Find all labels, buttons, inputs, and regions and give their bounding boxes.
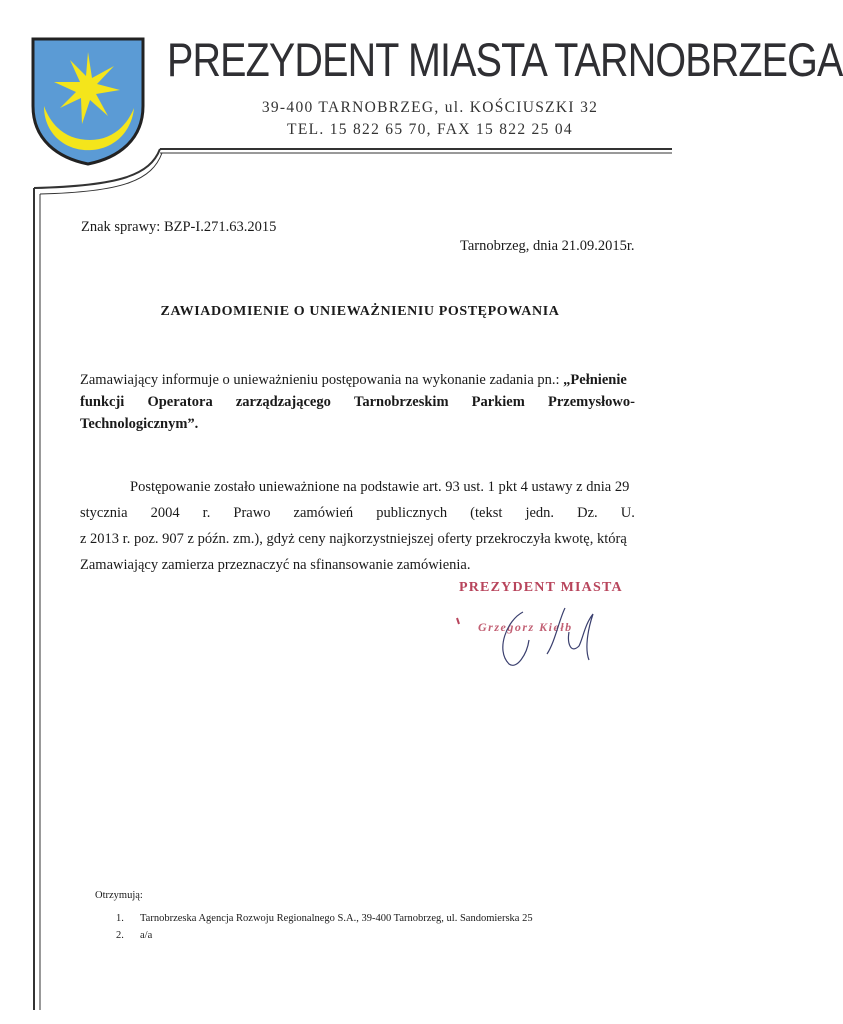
document-title: ZAWIADOMIENIE O UNIEWAŻNIENIU POSTĘPOWANIA <box>160 304 560 319</box>
announcement-intro: Zamawiający informuje o unieważnieniu postępowania na wykonanie zadania pn.: <box>80 372 560 388</box>
legal-word: U. <box>620 505 635 521</box>
letterhead-phone-fax: TEL. 15 822 65 70, FAX 15 822 25 04 <box>287 121 573 138</box>
paragraph-line <box>80 500 635 526</box>
legal-word: Prawo <box>233 505 271 521</box>
task-word: Tarnobrzeskim <box>354 394 449 410</box>
task-word: funkcji <box>80 394 125 410</box>
paragraph-line: Zamawiający zamierza przeznaczyć na sfinansowanie zamówienia. <box>80 557 471 573</box>
signature-stamp-name: Grzegorz Kiełb <box>478 620 573 634</box>
signature-stamp-title: PREZYDENT MIASTA <box>459 580 623 595</box>
legal-word: stycznia <box>80 505 128 521</box>
task-word: Operatora <box>147 394 213 410</box>
legal-word: Dz. <box>577 505 598 521</box>
handwritten-signature-icon <box>455 580 635 670</box>
legal-word: r. <box>202 505 211 521</box>
paragraph-line <box>80 369 635 391</box>
recipient-text: a/a <box>140 930 153 941</box>
letterhead-title: PREZYDENT MIASTA TARNOBRZEGA <box>167 33 843 86</box>
legal-word: zamówień <box>293 505 354 521</box>
task-word: Parkiem <box>471 394 525 410</box>
legal-word: jedn. <box>525 505 555 521</box>
paragraph-legal-basis <box>80 474 635 578</box>
case-number: Znak sprawy: BZP-I.271.63.2015 <box>81 219 277 235</box>
recipient-item <box>116 913 533 924</box>
legal-word: (tekst <box>470 505 503 521</box>
task-name-line <box>80 391 635 413</box>
paragraph-line: z 2013 r. poz. 907 z późn. zm.), gdyż ceny najkorzystniejszej oferty przekroczyła kwotę, którą <box>80 531 627 547</box>
recipient-text: Tarnobrzeska Agencja Rozwoju Regionalnego S.A., 39-400 Tarnobrzeg, ul. Sandomierska 25 <box>140 913 533 924</box>
legal-word: publicznych <box>376 505 448 521</box>
paragraph-line: Postępowanie zostało unieważnione na podstawie art. 93 ust. 1 pkt 4 ustawy z dnia 29 <box>130 479 630 495</box>
task-word: zarządzającego <box>235 394 331 410</box>
letterhead-address: 39-400 TARNOBRZEG, ul. KOŚCIUSZKI 32 <box>261 99 599 116</box>
task-name-end: Technologicznym”. <box>80 416 199 432</box>
recipient-number: 1. <box>116 913 124 924</box>
place-and-date: Tarnobrzeg, dnia 21.09.2015r. <box>460 238 635 254</box>
paragraph-announcement <box>80 369 635 435</box>
task-name-start: „Pełnienie <box>563 372 627 388</box>
recipient-number: 2. <box>116 930 124 941</box>
legal-word: 2004 <box>150 505 180 521</box>
task-word: Przemysłowo- <box>547 394 635 410</box>
recipients-label: Otrzymują: <box>95 890 143 901</box>
recipient-item <box>116 930 152 941</box>
